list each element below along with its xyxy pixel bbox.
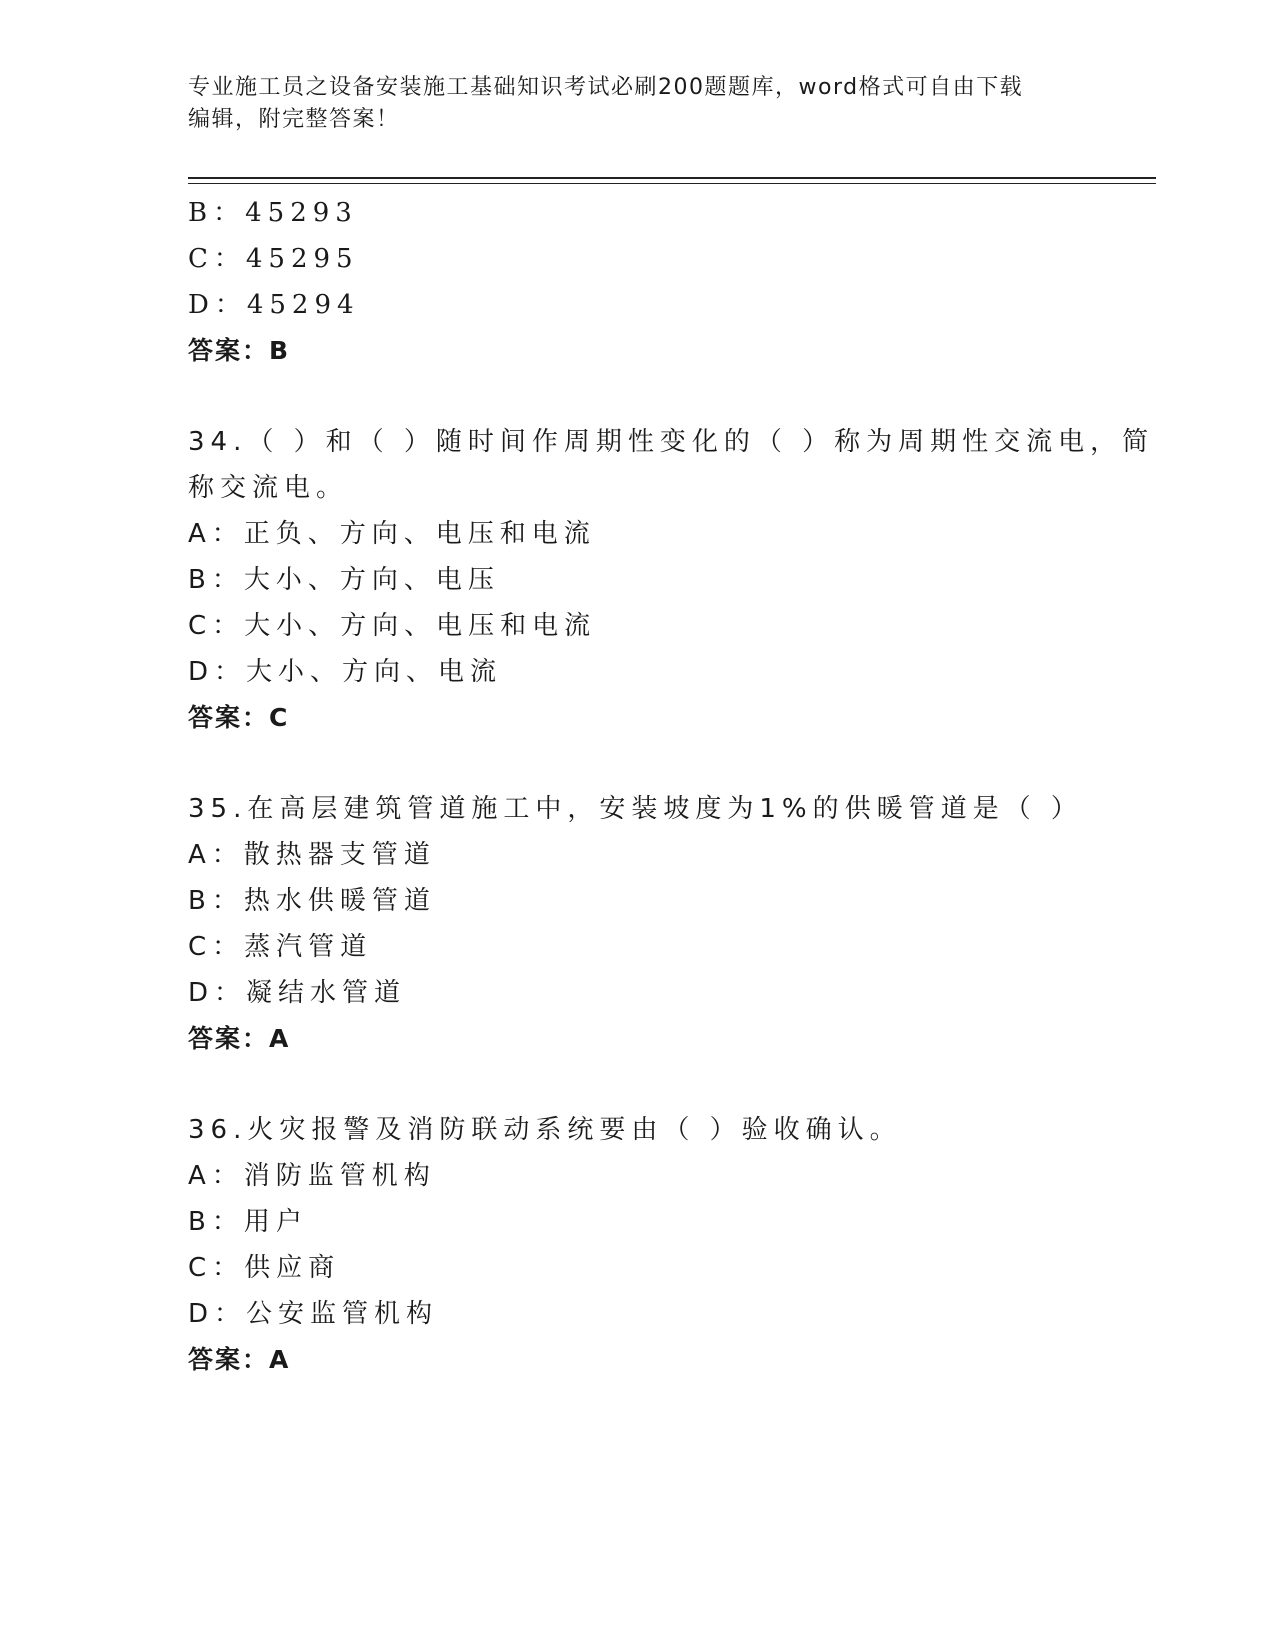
option-c: C：供应商	[188, 1253, 341, 1283]
question-33-block	[188, 190, 1088, 374]
option-d: D：凝结水管道	[188, 978, 407, 1008]
option-a: A：正负、方向、电压和电流	[188, 519, 596, 549]
option-c: C：大小、方向、电压和电流	[188, 611, 597, 641]
option-c: C：45295	[188, 244, 359, 274]
header-title-line-1: 专业施工员之设备安装施工基础知识考试必刷200题题库，word格式可自由下载	[188, 75, 1024, 100]
option-a: A：消防监管机构	[188, 1161, 436, 1191]
question-text-line-1: 36.火灾报警及消防联动系统要由（ ）验收确认。	[188, 1115, 902, 1145]
header-rule-thick	[188, 177, 1156, 179]
question-text-line-1: 35.在高层建筑管道施工中，安装坡度为1%的供暖管道是（ ）	[188, 794, 1083, 824]
option-c: C：蒸汽管道	[188, 932, 373, 962]
option-d: D：公安监管机构	[188, 1299, 439, 1329]
answer: 答案：A	[188, 1024, 291, 1053]
option-b: B：用户	[188, 1207, 308, 1237]
option-d: D：45294	[188, 290, 360, 320]
question-36-block	[188, 1107, 1088, 1383]
question-text-line-2: 称交流电。	[188, 473, 349, 503]
document-header	[188, 72, 1068, 136]
question-34-block	[188, 419, 1155, 741]
option-a: A：散热器支管道	[188, 840, 436, 870]
option-d: D：大小、方向、电流	[188, 657, 503, 687]
option-b: B：热水供暖管道	[188, 886, 436, 916]
answer: 答案：B	[188, 336, 291, 365]
question-list	[188, 190, 1155, 1383]
header-title-line-2: 编辑，附完整答案！	[188, 107, 400, 132]
option-b: B：45293	[188, 198, 358, 228]
question-35-block	[188, 786, 1088, 1062]
option-b: B：大小、方向、电压	[188, 565, 500, 595]
question-text-line-1: 34.（ ）和（ ）随时间作周期性变化的（ ）称为周期性交流电，简	[188, 427, 1155, 457]
answer: 答案：C	[188, 703, 290, 732]
answer: 答案：A	[188, 1345, 291, 1374]
header-rule-thin	[188, 183, 1156, 184]
